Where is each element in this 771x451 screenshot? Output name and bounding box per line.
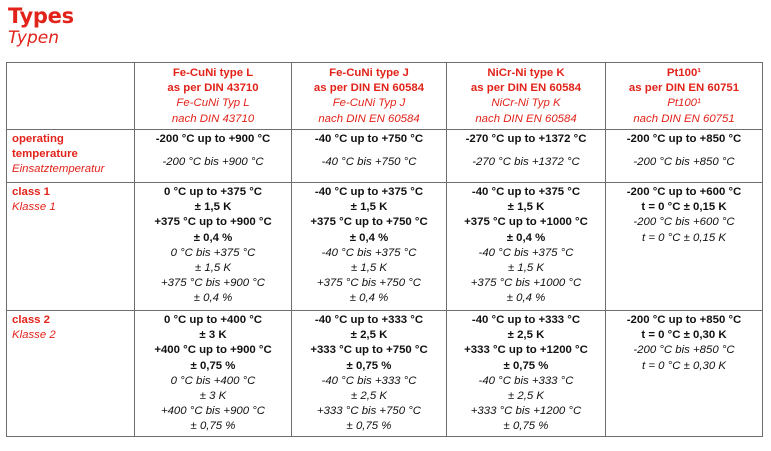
cell-tolerance-de: ± 3 K bbox=[199, 390, 227, 403]
row-header-class-2 bbox=[7, 311, 135, 437]
cell-range-en: 0 °C up to +375 °C bbox=[163, 186, 263, 198]
column-header-de-standard: nach DIN EN 60584 bbox=[318, 112, 420, 125]
cell-range-en: +375 °C up to +750 °C bbox=[310, 216, 428, 229]
cell-range-de: -40 °C bis +333 °C bbox=[321, 374, 417, 387]
column-header-de-name: NiCr-Ni Typ K bbox=[491, 97, 561, 110]
cell-range-de: -200 °C bis +850 °C bbox=[633, 344, 735, 357]
cell-range-de: +375 °C bis +750 °C bbox=[316, 277, 422, 290]
cell-tolerance-de: ± 0,75 % bbox=[190, 420, 236, 433]
cell-range-de: +375 °C bis +1000 °C bbox=[470, 277, 582, 290]
cell-tolerance-en: ± 0,4 % bbox=[506, 231, 546, 244]
cell-tolerance-de: ± 0,4 % bbox=[193, 292, 233, 305]
cell-tolerance-de: ± 0,75 % bbox=[346, 420, 392, 433]
column-header-en-name: NiCr-Ni type K bbox=[487, 67, 565, 79]
row-header-class-1 bbox=[7, 183, 135, 311]
table-cell bbox=[135, 130, 292, 183]
cell-range-de: -40 °C bis +333 °C bbox=[478, 374, 574, 387]
cell-tolerance-de: ± 2,5 K bbox=[350, 390, 387, 403]
column-header-en-standard: as per DIN EN 60584 bbox=[313, 82, 425, 95]
cell-range-en: +375 °C up to +900 °C bbox=[154, 216, 272, 229]
page-subtitle: Typen bbox=[8, 28, 59, 48]
row-label-en: class 2 bbox=[12, 314, 51, 326]
column-header-en-name: Fe-CuNi type L bbox=[172, 67, 254, 79]
cell-tolerance-en: ± 0,4 % bbox=[193, 231, 233, 244]
cell-tolerance-en: ± 0,75 % bbox=[503, 359, 549, 372]
table-cell bbox=[606, 130, 763, 183]
row-operating-temperature bbox=[7, 130, 763, 183]
column-header-de-standard: nach DIN 43710 bbox=[171, 112, 255, 125]
cell-tolerance-de: ± 0,75 % bbox=[503, 420, 549, 433]
cell-range-en: -40 °C up to +333 °C bbox=[314, 314, 424, 326]
table-cell bbox=[447, 130, 606, 183]
cell-tolerance-en: t = 0 °C ± 0,15 K bbox=[641, 201, 727, 214]
cell-tolerance-de: t = 0 °C ± 0,30 K bbox=[642, 359, 726, 372]
cell-tolerance-en: ± 1,5 K bbox=[507, 201, 545, 214]
cell-range-en: -40 °C up to +375 °C bbox=[314, 186, 424, 198]
cell-range-de: -40 °C bis +750 °C bbox=[321, 156, 417, 169]
cell-tolerance-de: ± 1,5 K bbox=[194, 262, 231, 275]
cell-range-en: -270 °C up to +1372 °C bbox=[465, 133, 587, 145]
column-header-en-name: Fe-CuNi type J bbox=[329, 67, 409, 79]
thermocouple-types-table bbox=[6, 62, 763, 437]
cell-range-en: -200 °C up to +900 °C bbox=[155, 133, 271, 145]
row-label-en: operating bbox=[12, 133, 64, 145]
column-header-en-standard: as per DIN EN 60751 bbox=[628, 82, 740, 95]
cell-tolerance-de: ± 1,5 K bbox=[350, 262, 387, 275]
row-label-de: Klasse 2 bbox=[12, 329, 56, 342]
column-header-de-standard: nach DIN EN 60584 bbox=[475, 112, 577, 125]
cell-tolerance-en: t = 0 °C ± 0,30 K bbox=[641, 329, 727, 342]
cell-tolerance-de: t = 0 °C ± 0,15 K bbox=[642, 231, 726, 244]
cell-range-de: -40 °C bis +375 °C bbox=[321, 246, 417, 259]
cell-range-en: +333 °C up to +1200 °C bbox=[464, 344, 588, 357]
cell-tolerance-en: ± 2,5 K bbox=[507, 329, 545, 342]
column-header-en-standard: as per DIN EN 60584 bbox=[470, 82, 582, 95]
cell-range-de: +333 °C bis +1200 °C bbox=[470, 405, 582, 418]
cell-range-en: 0 °C up to +400 °C bbox=[163, 314, 263, 326]
row-label-en-line2: temperature bbox=[12, 148, 78, 161]
cell-tolerance-en: ± 3 K bbox=[199, 329, 227, 342]
cell-range-en: +333 °C up to +750 °C bbox=[310, 344, 428, 357]
row-header-operating bbox=[7, 130, 135, 183]
column-header-pt100 bbox=[606, 63, 763, 130]
corner-cell bbox=[7, 63, 135, 130]
cell-tolerance-de: ± 1,5 K bbox=[507, 262, 544, 275]
cell-range-en: +375 °C up to +1000 °C bbox=[464, 216, 588, 229]
cell-range-en: -200 °C up to +850 °C bbox=[626, 133, 742, 145]
cell-range-de: +400 °C bis +900 °C bbox=[160, 405, 266, 418]
cell-range-en: -200 °C up to +850 °C bbox=[626, 314, 742, 326]
column-header-en-name: Pt100¹ bbox=[666, 67, 702, 79]
cell-tolerance-de: ± 0,4 % bbox=[349, 292, 389, 305]
cell-range-en: -40 °C up to +333 °C bbox=[471, 314, 581, 326]
cell-range-en: -200 °C up to +600 °C bbox=[626, 186, 742, 198]
column-header-type-k bbox=[447, 63, 606, 130]
cell-tolerance-en: ± 0,4 % bbox=[349, 231, 389, 244]
table-cell bbox=[606, 183, 763, 311]
cell-range-de: +333 °C bis +750 °C bbox=[316, 405, 422, 418]
row-class-1 bbox=[7, 183, 763, 311]
cell-tolerance-en: ± 0,75 % bbox=[346, 359, 392, 372]
row-label-de: Klasse 1 bbox=[12, 201, 56, 214]
cell-tolerance-en: ± 1,5 K bbox=[194, 201, 232, 214]
row-label-en: class 1 bbox=[12, 186, 51, 198]
cell-range-de: 0 °C bis +375 °C bbox=[170, 246, 256, 259]
table-cell bbox=[135, 183, 292, 311]
row-label-de: Einsatztemperatur bbox=[12, 163, 105, 176]
cell-range-de: -200 °C bis +900 °C bbox=[162, 156, 264, 169]
title-block bbox=[8, 4, 74, 48]
column-header-de-name: Fe-CuNi Typ L bbox=[176, 97, 250, 110]
table-cell bbox=[447, 311, 606, 437]
row-class-2 bbox=[7, 311, 763, 437]
cell-tolerance-de: ± 2,5 K bbox=[507, 390, 544, 403]
table-cell bbox=[447, 183, 606, 311]
cell-tolerance-en: ± 1,5 K bbox=[350, 201, 388, 214]
table-cell bbox=[292, 311, 447, 437]
header-row bbox=[7, 63, 763, 130]
cell-range-de: -40 °C bis +375 °C bbox=[478, 246, 574, 259]
page-title: Types bbox=[8, 4, 74, 28]
cell-range-en: -40 °C up to +750 °C bbox=[314, 133, 424, 145]
column-header-de-name: Fe-CuNi Typ J bbox=[332, 97, 406, 110]
cell-range-de: +375 °C bis +900 °C bbox=[160, 277, 266, 290]
column-header-de-standard: nach DIN EN 60751 bbox=[633, 112, 735, 125]
cell-range-de: -200 °C bis +850 °C bbox=[633, 156, 735, 169]
column-header-en-standard: as per DIN 43710 bbox=[167, 82, 259, 95]
cell-range-de: -270 °C bis +1372 °C bbox=[472, 156, 580, 169]
column-header-type-j bbox=[292, 63, 447, 130]
column-header-de-name: Pt100¹ bbox=[667, 97, 701, 110]
cell-tolerance-en: ± 2,5 K bbox=[350, 329, 388, 342]
table-cell bbox=[135, 311, 292, 437]
cell-range-en: +400 °C up to +900 °C bbox=[154, 344, 272, 357]
column-header-type-l bbox=[135, 63, 292, 130]
cell-range-en: -40 °C up to +375 °C bbox=[471, 186, 581, 198]
table-cell bbox=[292, 183, 447, 311]
cell-tolerance-en: ± 0,75 % bbox=[190, 359, 236, 372]
cell-tolerance-de: ± 0,4 % bbox=[506, 292, 546, 305]
table-cell bbox=[606, 311, 763, 437]
cell-range-de: -200 °C bis +600 °C bbox=[633, 216, 735, 229]
cell-range-de: 0 °C bis +400 °C bbox=[170, 374, 256, 387]
table-cell bbox=[292, 130, 447, 183]
